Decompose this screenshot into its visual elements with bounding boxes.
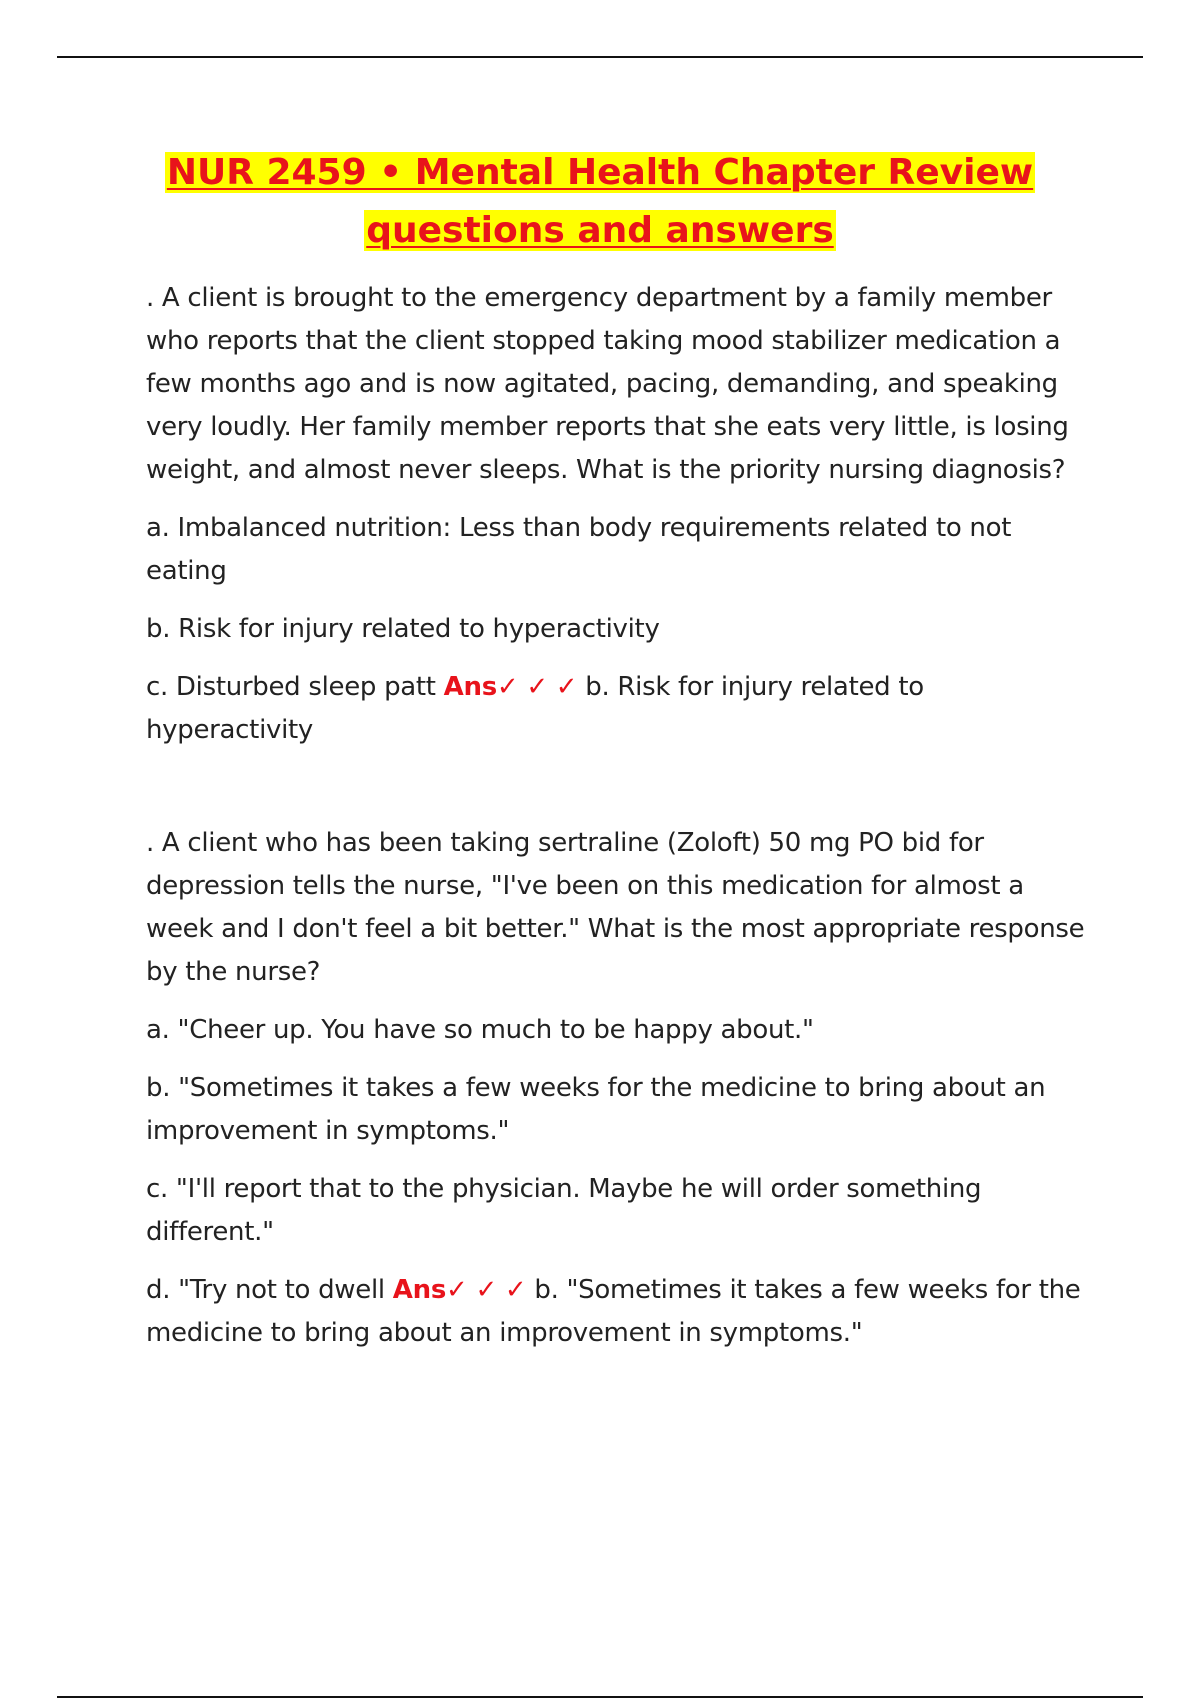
answer-text: b. "Sometimes it takes a few weeks for the medicine to bring about an improvement in symptoms." xyxy=(146,1275,1081,1348)
option-a: a. "Cheer up. You have so much to be happy about." xyxy=(146,1015,814,1045)
check-marks-icon: ✓ ✓ ✓ xyxy=(496,672,578,702)
answer-line xyxy=(146,1269,1096,1355)
answer-label: Ans xyxy=(392,1275,447,1305)
answer-line xyxy=(146,666,1096,752)
title-line-1: NUR 2459 • Mental Health Chapter Review xyxy=(166,152,1034,193)
bottom-rule xyxy=(57,1696,1143,1698)
question-stem: . A client is brought to the emergency department by a family member who reports that the client stopped taking mood stabilizer medication a few months ago and is now agitated, pacing, demanding, and speaking very loudly. Her family member reports that she eats very little, is losing weight, and almost never sleeps. What is the priority nursing diagnosis? xyxy=(146,283,1069,485)
document-body xyxy=(146,277,1096,1370)
top-rule xyxy=(57,56,1143,58)
option-b: b. "Sometimes it takes a few weeks for the medicine to bring about an improvement in symptoms." xyxy=(146,1073,1046,1146)
question-1 xyxy=(146,277,1096,752)
question-stem: . A client who has been taking sertraline (Zoloft) 50 mg PO bid for depression tells the nurse, "I've been on this medication for almost a week and I don't feel a bit better." What is the most appropriate response by the nurse? xyxy=(146,828,1085,987)
answer-label: Ans xyxy=(443,672,497,702)
question-spacer xyxy=(146,767,1096,822)
last-option-text: c. Disturbed sleep patt xyxy=(146,672,436,702)
answer-text: b. Risk for injury related to hyperactivity xyxy=(146,672,924,745)
question-2 xyxy=(146,822,1096,1355)
option-c: c. "I'll report that to the physician. Maybe he will order something different." xyxy=(146,1174,982,1247)
check-marks-icon: ✓ ✓ ✓ xyxy=(446,1275,527,1305)
title-line-2: questions and answers xyxy=(366,210,834,251)
document-title xyxy=(140,144,1060,260)
option-a: a. Imbalanced nutrition: Less than body requirements related to not eating xyxy=(146,513,1012,586)
last-option-text: d. "Try not to dwell xyxy=(146,1275,385,1305)
option-b: b. Risk for injury related to hyperactivity xyxy=(146,614,660,644)
